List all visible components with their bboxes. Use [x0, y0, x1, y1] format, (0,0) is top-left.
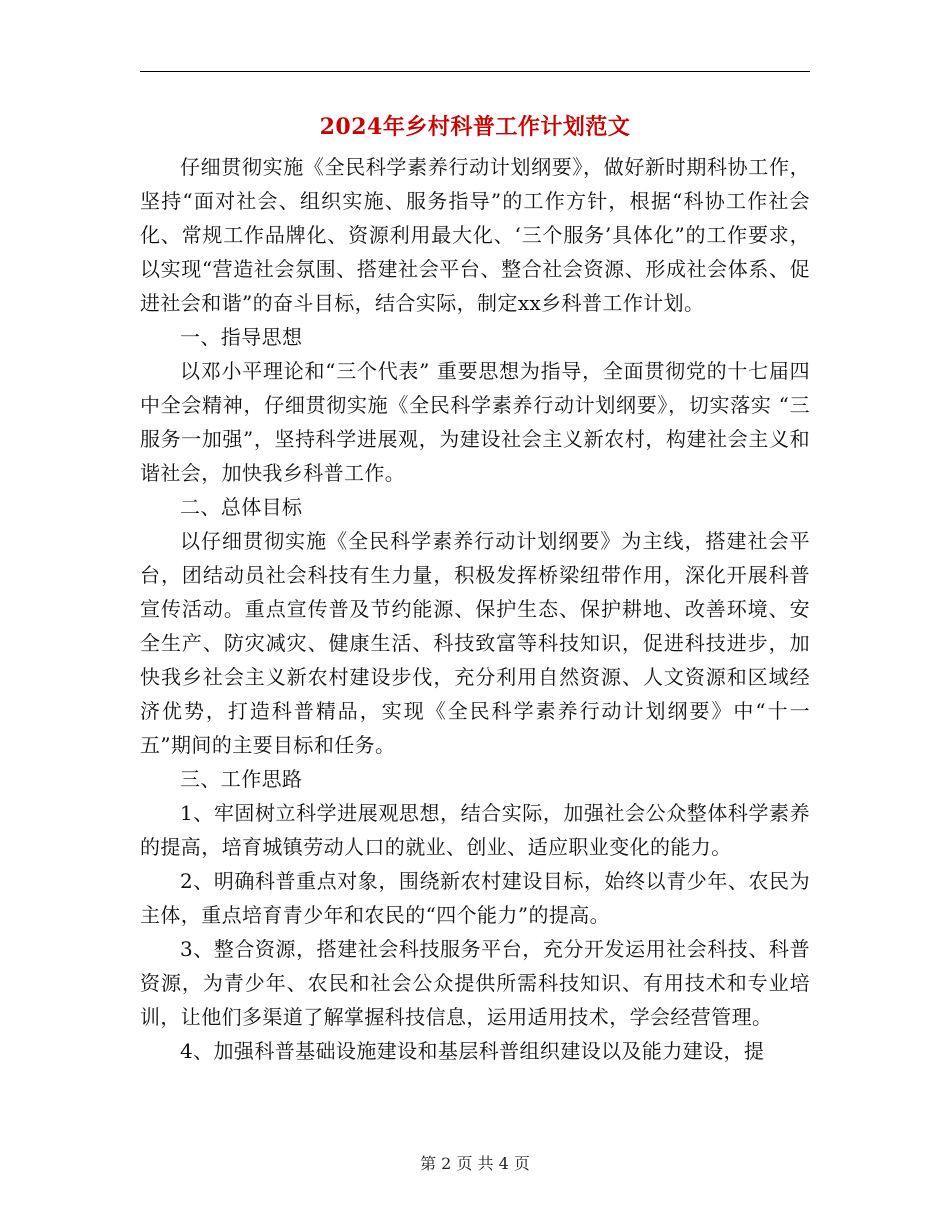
- header-rule: [140, 71, 810, 72]
- intro-paragraph: 仔细贯彻实施《全民科学素养行动计划纲要》，做好新时期科协工作，坚持“面对社会、组织实施、服务指导”的工作方针，根据“科协工作社会化、常规工作品牌化、资源利用最大化、‘三个服务’具体化”的工作要求，以实现“营造社会氛围、搭建社会平台、整合社会资源、形成社会体系、促进社会和谐”的奋斗目标，结合实际，制定xx乡科普工作计划。: [140, 155, 810, 315]
- section-heading-work-approach: 三、工作思路: [180, 767, 303, 791]
- section-heading-overall-goal: 二、总体目标: [180, 495, 303, 519]
- work-item-3: 3、整合资源，搭建社会科技服务平台，充分开发运用社会科技、科普资源，为青少年、农民和社会公众提供所需科技知识、有用技术和专业培训，让他们多渠道了解掌握科技信息，运用适用技术，学会经营管理。: [140, 937, 810, 1029]
- overall-goal-paragraph: 以仔细贯彻实施《全民科学素养行动计划纲要》为主线，搭建社会平台，团结动员社会科技有生力量，积极发挥桥梁纽带作用，深化开展科普宣传活动。重点宣传普及节约能源、保护生态、保护耕地、改善环境、安全生产、防灾减灾、健康生活、科技致富等科技知识，促进科技进步，加快我乡社会主义新农村建设步伐，充分利用自然资源、人文资源和区域经济优势，打造科普精品，实现《全民科学素养行动计划纲要》中“十一五”期间的主要目标和任务。: [140, 529, 810, 757]
- document-body: [140, 150, 810, 1068]
- work-item-1: 1、牢固树立科学进展观思想，结合实际，加强社会公众整体科学素养的提高，培育城镇劳动人口的就业、创业、适应职业变化的能力。: [140, 801, 810, 859]
- work-item-2: 2、明确科普重点对象，围绕新农村建设目标，始终以青少年、农民为主体，重点培育青少年和农民的“四个能力”的提高。: [140, 869, 810, 927]
- work-item-4: 4、加强科普基础设施建设和基层科普组织建设以及能力建设，提: [180, 1039, 765, 1063]
- page-footer: 第 2 页 共 4 页: [420, 1154, 530, 1173]
- document-title: 2024年乡村科普工作计划范文: [319, 114, 631, 140]
- guiding-ideology-paragraph: 以邓小平理论和“三个代表” 重要思想为指导，全面贯彻党的十七届四中全会精神，仔细贯彻实施《全民科学素养行动计划纲要》，切实落实 “三服务一加强”，坚持科学进展观，为建设社会主义新农村，构建社会主义和谐社会，加快我乡科普工作。: [140, 359, 810, 485]
- section-heading-guiding-ideology: 一、指导思想: [180, 325, 303, 349]
